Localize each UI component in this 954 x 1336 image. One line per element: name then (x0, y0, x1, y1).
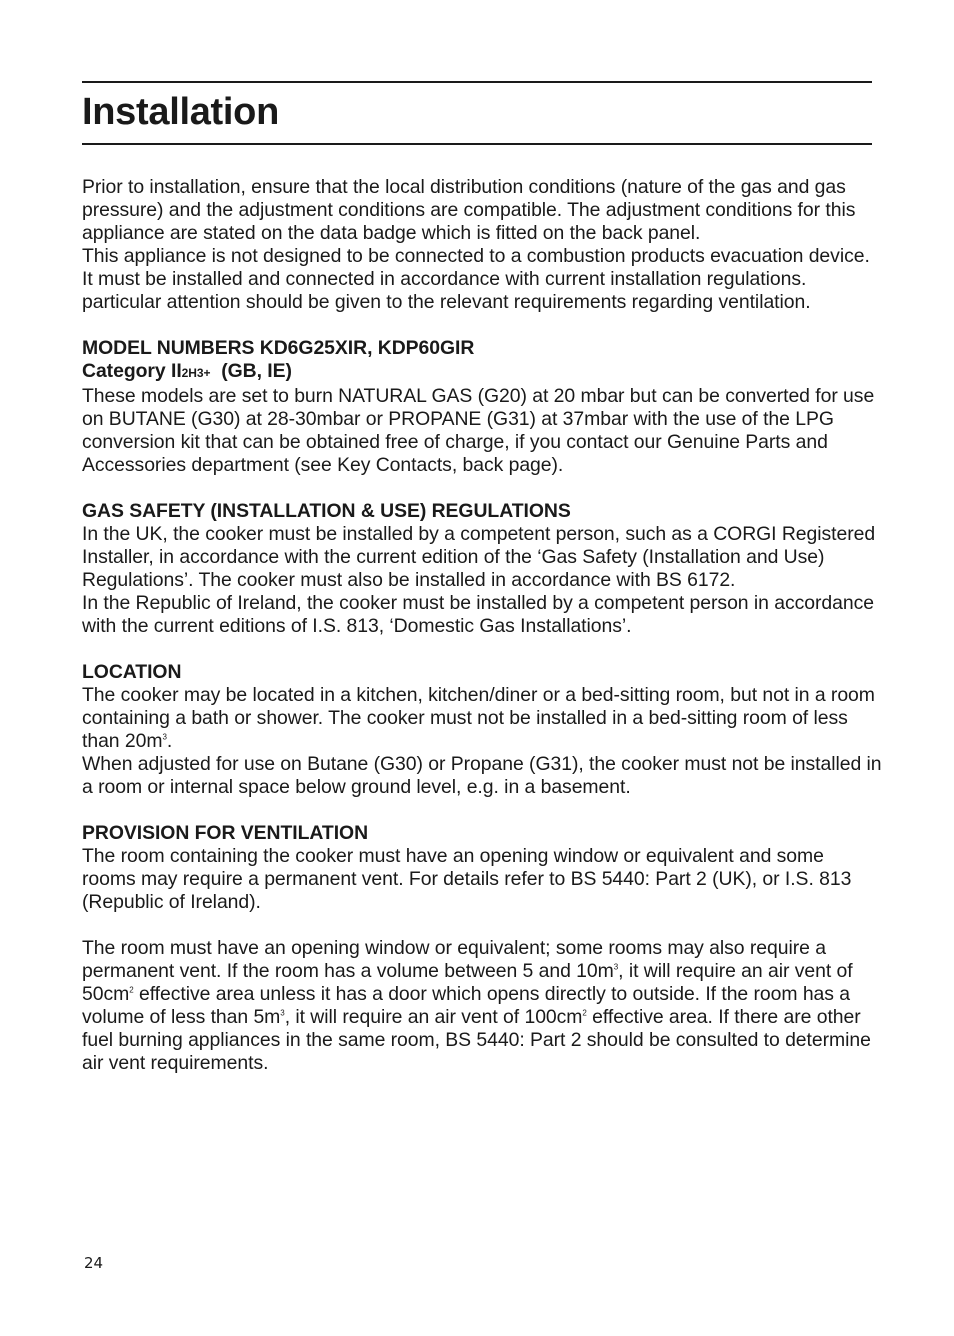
gas-safety-heading: GAS SAFETY (INSTALLATION & USE) REGULATIONS (82, 500, 571, 522)
gas-safety-paragraph-1: In the UK, the cooker must be installed by a competent person, such as a CORGI Registered Installer, in accordance with the current edition of the ‘Gas Safety (Installation and Use) Regulations’. The cooker must also be installed in accordance with BS 6172. (82, 523, 876, 591)
document-body (82, 176, 882, 1075)
gas-safety-paragraph-2: In the Republic of Ireland, the cooker must be installed by a competent person in accordance with the current editions of I.S. 813, ‘Domestic Gas Installations’. (82, 592, 874, 637)
category-prefix: Category II (82, 360, 182, 382)
page-title: Installation (82, 91, 279, 133)
category-suffix: (GB, IE) (221, 360, 292, 382)
models-heading: MODEL NUMBERS KD6G25XIR, KDP60GIR (82, 337, 475, 359)
title-underline-rule (82, 143, 872, 145)
intro-paragraph-2: This appliance is not designed to be connected to a combustion products evacuation device. It must be installed and connected in accordance with current installation regulations. particular attention should be given to the relevant requirements regarding ventilation. (82, 245, 870, 313)
top-rule (82, 81, 872, 83)
ventilation-heading: PROVISION FOR VENTILATION (82, 822, 369, 844)
page-number: 24 (84, 1254, 104, 1272)
location-heading: LOCATION (82, 661, 182, 683)
models-text: These models are set to burn NATURAL GAS (G20) at 20 mbar but can be converted for use on BUTANE (G30) at 28-30mbar or PROPANE (G31) at 37mbar with the use of the LPG conversion kit that can be obtained free of charge, if you contact our Genuine Parts and Accessories department (see Key Contacts, back page). (82, 385, 875, 476)
category-subscript: 2H3+ (181, 366, 211, 380)
location-paragraph-2: When adjusted for use on Butane (G30) or Propane (G31), the cooker must not be installed in a room or internal space below ground level, e.g. in a basement. (82, 753, 882, 798)
ventilation-paragraph-2: The room must have an opening window or equivalent; some rooms may also require a permanent vent. If the room has a volume between 5 and $10m^3$, it will require an air vent of $50cm^2$ effective area unless it has a door which opens directly to outside. If the room has a volume of less than $5m^3$, it will require an air vent of $100cm^2$ effective area. If there are other fuel burning appliances in the same room, BS 5440: Part 2 should be consulted to determine air vent requirements. (82, 937, 871, 1074)
category-line (82, 360, 882, 385)
location-paragraph-1: The cooker may be located in a kitchen, kitchen/diner or a bed-sitting room, but not in a room containing a bath or shower. The cooker must not be installed in a bed-sitting room of less than $20m^3$. (82, 684, 875, 752)
intro-paragraph-1: Prior to installation, ensure that the local distribution conditions (nature of the gas and gas pressure) and the adjustment conditions are compatible. The adjustment conditions for this appliance are stated on the data badge which is fitted on the back panel. (82, 176, 856, 244)
ventilation-paragraph-1: The room containing the cooker must have an opening window or equivalent and some rooms may require a permanent vent. For details refer to BS 5440: Part 2 (UK), or I.S. 813 (Republic of Ireland). (82, 845, 852, 913)
